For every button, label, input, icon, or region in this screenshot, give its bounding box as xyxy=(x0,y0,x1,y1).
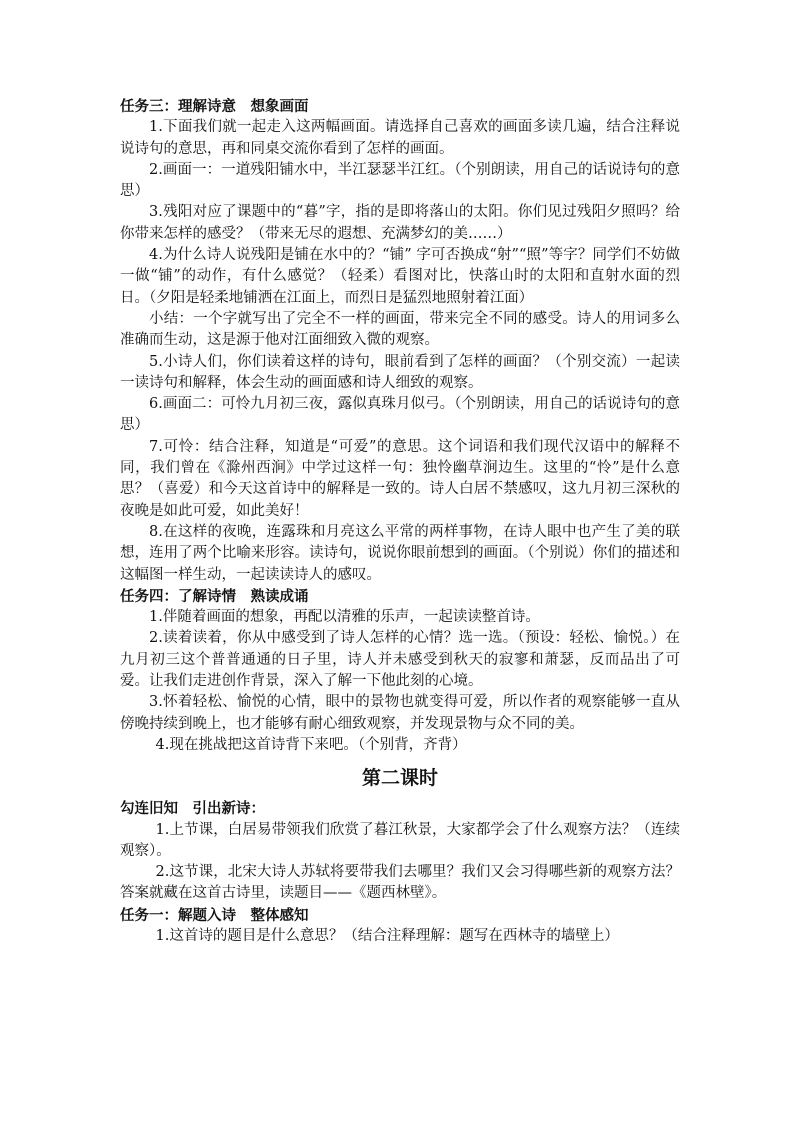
paragraph: 8.在这样的夜晚，连露珠和月亮这么平常的两样事物，在诗人眼中也产生了美的联想，连用了两个比喻来形容。读诗句，说说你眼前想到的画面。（个别说）你们的描述和这幅图一样生动，一起读读诗人的感叹。 xyxy=(120,523,680,583)
review-heading: 勾连旧知 引出新诗： xyxy=(120,800,265,818)
summary-paragraph: 小结：一个字就写出了完全不一样的画面，带来完全不同的感受。诗人的用词多么准确而生动，这是源于他对江面细致入微的观察。 xyxy=(120,310,680,349)
paragraph: 3.怀着轻松、愉悦的心情，眼中的景物也就变得可爱，所以作者的观察能够一直从傍晚持续到晚上，也才能够有耐心细致观察，并发现景物与众不同的美。 xyxy=(120,694,680,732)
task-one-heading: 任务一：解题入诗 整体感知 xyxy=(120,906,309,924)
paragraph: 4.现在挑战把这首诗背下来吧。（个别背，齐背） xyxy=(155,736,467,753)
paragraph: 1.上节课，白居易带领我们欣赏了暮江秋景，大家都学会了什么观察方法？（连续观察）。 xyxy=(120,821,680,859)
paragraph: 7.可怜：结合注释，知道是“可爱”的意思。这个词语和我们现代汉语中的解释不同，我们曾在《滁州西涧》中学过这样一句：独怜幽草涧边生。这里的“怜”是什么意思？（喜爱）和今天这首诗中的解释是一致的。诗人白居不禁感叹，这九月初三深秋的夜晚是如此可爱，如此美好！ xyxy=(120,438,680,519)
task-three-heading: 任务三：理解诗意 想象画面 xyxy=(120,98,309,115)
paragraph: 3.残阳对应了课题中的“暮”字，指的是即将落山的太阳。你们见过残阳夕照吗？给你带来怎样的感受？（带来无尽的遐想、充满梦幻的美……） xyxy=(120,204,680,242)
paragraph: 2.画面一：一道残阳铺水中，半江瑟瑟半江红。（个别朗读，用自己的话说诗句的意思） xyxy=(120,161,680,200)
paragraph: 4.为什么诗人说残阳是铺在水中的？“铺” 字可否换成“射”“照”等字？同学们不妨做一做“铺”的动作，有什么感觉？（轻柔）看图对比，快落山时的太阳和直射水面的烈日。（夕阳是轻柔地铺洒在江面上，而烈日是猛烈地照射着江面） xyxy=(120,247,680,306)
paragraph: 1.下面我们就一起走入这两幅画面。请选择自己喜欢的画面多读几遍，结合注释说说诗句的意思，再和同桌交流你看到了怎样的画面。 xyxy=(120,119,680,157)
lesson-title: 第二课时 xyxy=(361,767,438,790)
paragraph: 2.这节课，北宋大诗人苏轼将要带我们去哪里？我们又会习得哪些新的观察方法？答案就藏在这首古诗里，读题目——《题西林壁》。 xyxy=(120,864,680,902)
paragraph: 5.小诗人们，你们读着这样的诗句，眼前看到了怎样的画面？（个别交流）一起读一读诗句和解释，体会生动的画面感和诗人细致的观察。 xyxy=(120,353,680,391)
paragraph: 6.画面二：可怜九月初三夜，露似真珠月似弓。（个别朗读，用自己的话说诗句的意思） xyxy=(120,396,680,434)
paragraph: 1.这首诗的题目是什么意思？（结合注释理解：题写在西林寺的墙壁上） xyxy=(155,927,619,944)
paragraph: 1.伴随着画面的想象，再配以清雅的乐声，一起读读整首诗。 xyxy=(149,609,540,626)
task-four-heading: 任务四：了解诗情 熟读成诵 xyxy=(120,587,309,605)
document-page xyxy=(120,96,680,947)
paragraph: 2.读着读着，你从中感受到了诗人怎样的心情？选一选。（预设：轻松、愉悦。）在九月初三这个普普通通的日子里，诗人并未感受到秋天的寂寥和萧瑟，反而品出了可爱。让我们走进创作背景，深入了解一下他此刻的心境。 xyxy=(120,630,680,690)
